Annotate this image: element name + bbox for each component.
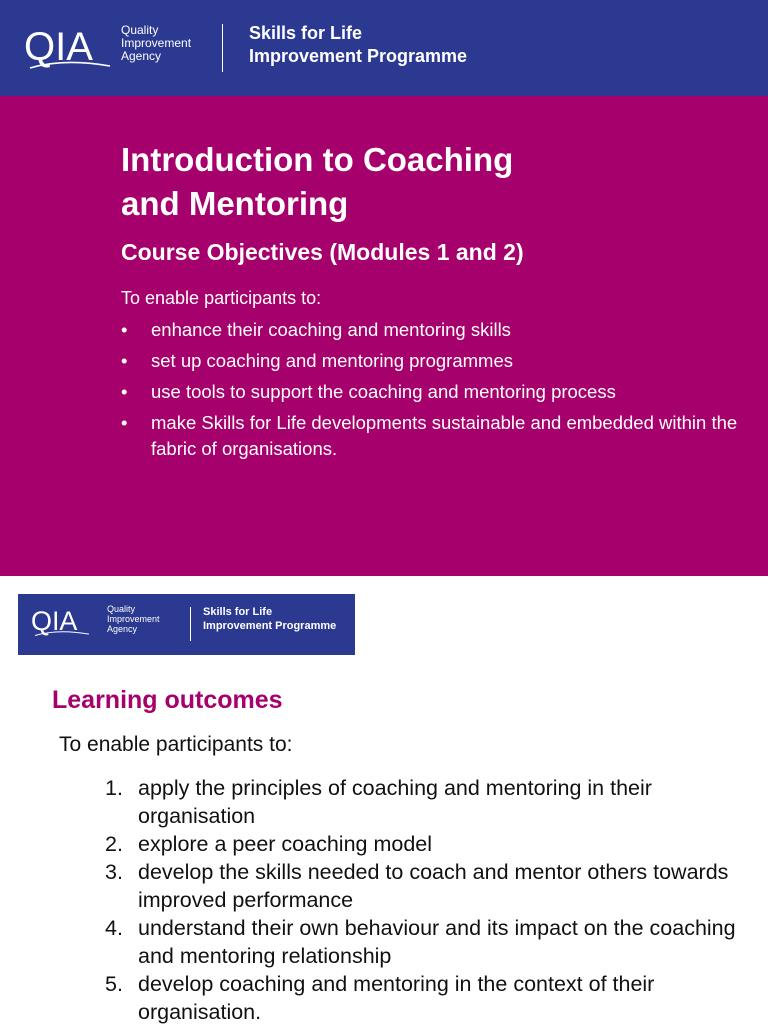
program-name bbox=[249, 22, 467, 68]
slide1-header-banner bbox=[0, 0, 768, 96]
slide1-intro: To enable participants to: bbox=[121, 288, 322, 308]
qia-logo-text: QIA bbox=[24, 25, 93, 69]
slide1-title bbox=[121, 138, 721, 226]
slide2-header-banner bbox=[18, 594, 355, 655]
org-line-3: Agency bbox=[107, 624, 138, 634]
org-line-2: Improvement bbox=[107, 614, 160, 624]
item-number: 3. bbox=[105, 860, 123, 884]
slide1-body bbox=[0, 96, 768, 576]
list-item: • make Skills for Life developments sustainable and embedded within the fabric of organisations. bbox=[121, 412, 738, 459]
org-line-2: Improvement bbox=[121, 36, 192, 50]
list-item: 5. develop coaching and mentoring in the context of their organisation. bbox=[105, 972, 655, 1024]
list-item: • enhance their coaching and mentoring skills bbox=[121, 317, 741, 343]
program-line-1: Skills for Life bbox=[203, 606, 273, 618]
title-line-2: and Mentoring bbox=[121, 185, 349, 222]
list-item: 1. apply the principles of coaching and mentoring in their organisation bbox=[105, 776, 652, 828]
bullet-icon: • bbox=[121, 319, 128, 340]
org-line-1: Quality bbox=[121, 23, 159, 37]
item-number: 5. bbox=[105, 972, 123, 996]
qia-org-name bbox=[107, 604, 160, 634]
item-number: 1. bbox=[105, 776, 123, 800]
bullet-icon: • bbox=[121, 412, 128, 433]
outcomes-list bbox=[105, 774, 745, 1026]
item-number: 2. bbox=[105, 832, 123, 856]
objectives-list bbox=[121, 317, 741, 467]
slide1-subtitle: Course Objectives (Modules 1 and 2) bbox=[121, 239, 524, 265]
banner-divider bbox=[190, 607, 191, 641]
org-line-1: Quality bbox=[107, 604, 136, 614]
list-item: • set up coaching and mentoring programmes bbox=[121, 348, 741, 374]
list-item: 3. develop the skills needed to coach and mentor others towards improved performance bbox=[105, 860, 729, 912]
qia-logo bbox=[31, 604, 93, 640]
bullet-icon: • bbox=[121, 350, 128, 371]
list-item: • use tools to support the coaching and mentoring process bbox=[121, 379, 741, 405]
qia-logo-text: QIA bbox=[31, 606, 78, 637]
bullet-icon: • bbox=[121, 381, 128, 402]
program-line-2: Improvement Programme bbox=[249, 46, 468, 66]
program-name bbox=[203, 605, 336, 633]
list-item: 2. explore a peer coaching model bbox=[105, 832, 433, 856]
title-line-1: Introduction to Coaching bbox=[121, 141, 514, 178]
program-line-1: Skills for Life bbox=[249, 23, 363, 43]
list-item: 4. understand their own behaviour and its impact on the coaching and mentoring relationship bbox=[105, 916, 736, 968]
learning-outcomes-heading: Learning outcomes bbox=[52, 686, 283, 714]
item-number: 4. bbox=[105, 916, 123, 940]
learning-outcomes-intro: To enable participants to: bbox=[59, 733, 293, 756]
org-line-3: Agency bbox=[121, 49, 162, 63]
qia-org-name bbox=[121, 24, 191, 63]
program-line-2: Improvement Programme bbox=[203, 620, 337, 632]
qia-logo bbox=[24, 22, 116, 74]
banner-divider bbox=[222, 24, 223, 72]
